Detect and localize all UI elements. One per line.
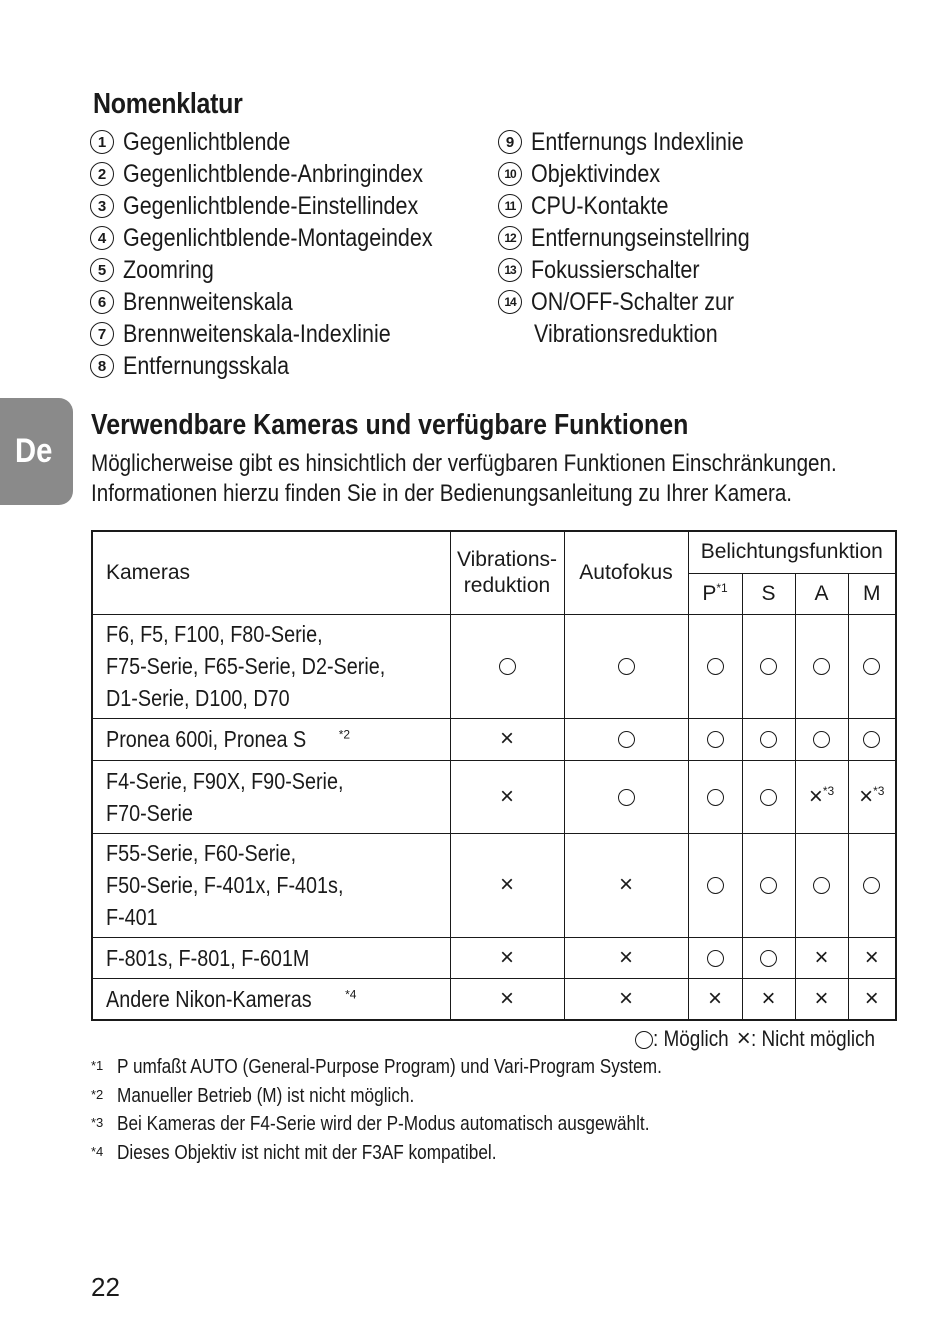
cell-p	[688, 978, 742, 1020]
camera-cell: F4-Serie, F90X, F90-Serie, F70-Serie	[92, 760, 450, 833]
cell-m	[848, 718, 896, 760]
cell-vr	[450, 614, 564, 718]
intro-text: Informationen hierzu finden Sie in der Bedienungsanleitung zu Ihrer Kamera.	[91, 480, 793, 507]
cell-m	[848, 614, 896, 718]
nomenclature-item	[90, 190, 483, 222]
camera-cell: Pronea 600i, Pronea S $^{*2}$	[92, 718, 450, 760]
cell-p	[688, 760, 742, 833]
legend-possible: : Möglich	[652, 1026, 729, 1051]
item-number: 8	[90, 354, 114, 378]
item-number: 7	[90, 322, 114, 346]
cell-a: ×$^{*3}$	[795, 760, 848, 833]
item-label: Brennweitenskala-Indexlinie	[123, 319, 391, 348]
cell-s	[742, 978, 795, 1020]
possible-symbol	[618, 731, 635, 748]
item-number: 1	[90, 130, 114, 154]
item-label: ON/OFF-Schalter zur	[531, 287, 735, 316]
cell-m	[848, 833, 896, 937]
possible-symbol	[863, 658, 880, 675]
possible-symbol	[813, 658, 830, 675]
item-label: Brennweitenskala	[123, 287, 293, 316]
page-number: 22	[91, 1272, 120, 1302]
item-number: 4	[90, 226, 114, 250]
possible-symbol	[635, 1031, 653, 1049]
cell-m	[848, 937, 896, 978]
not-possible-symbol: ×	[499, 782, 514, 810]
nomenclature-item	[498, 126, 785, 158]
cell-vr	[450, 978, 564, 1020]
cell-vr	[450, 833, 564, 937]
possible-symbol	[760, 877, 777, 894]
table-row	[92, 718, 896, 760]
not-possible-symbol: ×	[618, 943, 633, 971]
section-title: Verwendbare Kameras und verfügbare Funktionen	[91, 409, 689, 441]
cell-s	[742, 833, 795, 937]
item-label: Objektivindex	[531, 159, 661, 188]
item-label: Entfernungs Indexlinie	[531, 127, 744, 156]
nomenclature-item	[498, 222, 785, 254]
not-possible-symbol: ×	[499, 725, 514, 752]
nomenclature-item	[90, 318, 483, 350]
legend-not-possible: : Nicht möglich	[750, 1026, 875, 1051]
legend	[635, 1026, 895, 1052]
possible-symbol	[707, 658, 724, 675]
not-possible-symbol: ×	[618, 984, 633, 1012]
not-possible-symbol: ×	[499, 871, 514, 898]
cell-s	[742, 614, 795, 718]
header-mode-m: M	[848, 573, 896, 614]
item-label: Entfernungseinstellring	[531, 223, 750, 252]
possible-symbol	[863, 731, 880, 748]
table-row	[92, 978, 896, 1020]
item-number: 14	[498, 290, 522, 314]
item-number: 11	[498, 194, 522, 218]
not-possible-symbol: ×	[859, 782, 874, 810]
item-number: 12	[498, 226, 522, 250]
nomenclature-item	[498, 190, 785, 222]
nomenclature-item	[90, 222, 483, 254]
not-possible-symbol: ×	[707, 984, 722, 1012]
possible-symbol	[618, 658, 635, 675]
camera-cell: F55-Serie, F60-Serie, F50-Serie, F-401x, F-401s, F-401	[92, 833, 450, 937]
not-possible-symbol: ×	[499, 984, 514, 1012]
possible-symbol	[813, 731, 830, 748]
header-mode-s: S	[742, 573, 795, 614]
table-row	[92, 614, 896, 718]
nomenclature-item	[498, 254, 785, 286]
compatibility-table	[91, 530, 897, 1021]
camera-cell: F6, F5, F100, F80-Serie, F75-Serie, F65-Serie, D2-Serie, D1-Serie, D100, D70	[92, 614, 450, 718]
nomenclature-list-right	[498, 126, 785, 350]
table-row	[92, 760, 896, 833]
possible-symbol	[760, 950, 777, 967]
item-label: Gegenlichtblende-Einstellindex	[123, 191, 419, 220]
possible-symbol	[760, 731, 777, 748]
cell-a	[795, 718, 848, 760]
cell-af	[564, 614, 688, 718]
cell-af	[564, 718, 688, 760]
possible-symbol	[813, 877, 830, 894]
nomenclature-item-continuation	[498, 318, 785, 350]
nomenclature-item	[90, 158, 483, 190]
item-number: 2	[90, 162, 114, 186]
table-row	[92, 937, 896, 978]
cell-a	[795, 937, 848, 978]
possible-symbol	[707, 877, 724, 894]
possible-symbol	[618, 789, 635, 806]
possible-symbol	[760, 658, 777, 675]
cell-s	[742, 760, 795, 833]
item-number: 10	[498, 162, 522, 186]
header-mode-p: $P^{*1}$	[688, 573, 742, 614]
not-possible-symbol: ×	[499, 943, 514, 971]
not-possible-symbol: ×	[761, 984, 776, 1012]
item-number: 9	[498, 130, 522, 154]
camera-cell: Andere Nikon-Kameras $^{*4}$	[92, 978, 450, 1020]
cell-af	[564, 833, 688, 937]
item-label: Vibrationsreduktion	[534, 319, 718, 348]
footnote: *3 Bei Kameras der F4-Serie wird der P-Modus automatisch ausgewählt.	[91, 1113, 650, 1135]
cell-vr	[450, 718, 564, 760]
header-mode-a: A	[795, 573, 848, 614]
possible-symbol	[707, 789, 724, 806]
item-number: 3	[90, 194, 114, 218]
not-possible-symbol: ×	[864, 984, 879, 1012]
item-label: Entfernungsskala	[123, 351, 290, 380]
cell-af	[564, 937, 688, 978]
cell-a	[795, 614, 848, 718]
nomenclature-item	[90, 126, 483, 158]
possible-symbol	[707, 731, 724, 748]
cell-s	[742, 937, 795, 978]
cell-vr	[450, 760, 564, 833]
cell-af	[564, 978, 688, 1020]
item-label: Fokussierschalter	[531, 255, 700, 284]
possible-symbol	[760, 789, 777, 806]
header-autofocus: Autofokus	[564, 531, 688, 614]
nomenclature-item	[90, 254, 483, 286]
not-possible-symbol: ×	[814, 984, 829, 1012]
item-label: Gegenlichtblende-Anbringindex	[123, 159, 424, 188]
cell-vr	[450, 937, 564, 978]
footnote: *2 Manueller Betrieb (M) ist nicht möglich.	[91, 1085, 415, 1107]
nomenclature-item	[498, 286, 785, 318]
not-possible-symbol: ×	[736, 1025, 751, 1052]
item-label: Gegenlichtblende	[123, 127, 291, 156]
item-number: 5	[90, 258, 114, 282]
cell-a	[795, 833, 848, 937]
cell-m: ×$^{*3}$	[848, 760, 896, 833]
cell-a	[795, 978, 848, 1020]
intro-text: Möglicherweise gibt es hinsichtlich der verfügbaren Funktionen Einschränkungen.	[91, 450, 837, 477]
language-tab: De	[0, 398, 73, 505]
item-number: 6	[90, 290, 114, 314]
camera-cell: F-801s, F-801, F-601M	[92, 937, 450, 978]
not-possible-symbol: ×	[864, 943, 879, 971]
not-possible-symbol: ×	[814, 943, 829, 971]
possible-symbol	[499, 658, 516, 675]
possible-symbol	[863, 877, 880, 894]
cell-p	[688, 718, 742, 760]
header-exposure-mode: Belichtungsfunktion	[688, 531, 896, 573]
item-number: 13	[498, 258, 522, 282]
item-label: Zoomring	[123, 255, 214, 284]
footnote: *1 P umfaßt AUTO (General-Purpose Program) und Vari-Program System.	[91, 1056, 662, 1078]
cell-af	[564, 760, 688, 833]
possible-symbol	[707, 950, 724, 967]
table-row	[92, 833, 896, 937]
nomenclature-item	[90, 286, 483, 318]
cell-p	[688, 614, 742, 718]
cell-p	[688, 833, 742, 937]
nomenclature-item	[498, 158, 785, 190]
header-vibration-reduction: Vibrations- reduktion	[450, 531, 564, 614]
cell-p	[688, 937, 742, 978]
cell-s	[742, 718, 795, 760]
nomenclature-list-left	[90, 126, 483, 382]
header-cameras: Kameras	[92, 531, 450, 614]
nomenclature-title: Nomenklatur	[93, 88, 243, 120]
cell-m	[848, 978, 896, 1020]
item-label: CPU-Kontakte	[531, 191, 669, 220]
item-label: Gegenlichtblende-Montageindex	[123, 223, 433, 252]
footnote: *4 Dieses Objektiv ist nicht mit der F3AF kompatibel.	[91, 1142, 497, 1164]
not-possible-symbol: ×	[808, 782, 823, 810]
nomenclature-item	[90, 350, 483, 382]
not-possible-symbol: ×	[618, 871, 633, 898]
